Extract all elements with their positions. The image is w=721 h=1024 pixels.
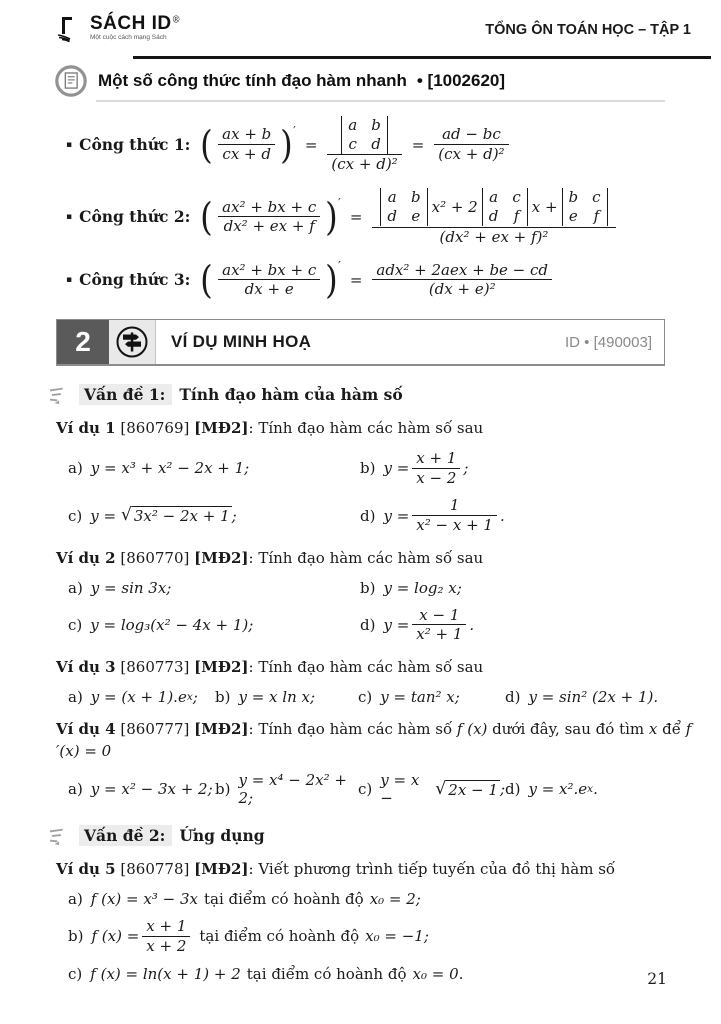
formula-2 bbox=[66, 187, 721, 246]
document-circle-icon bbox=[54, 64, 88, 98]
example2-row2 bbox=[68, 606, 695, 645]
example-desc: : Viết phương trình tiếp tuyến của đồ thị hàm số bbox=[248, 860, 616, 879]
item-d: d) y = sin² (2x + 1). bbox=[505, 687, 659, 706]
example2-row1 bbox=[68, 579, 695, 597]
logo-registered-mark: ® bbox=[171, 15, 181, 26]
example5-item-b: b) f (x) = $\frac{x + 1}{x + 2}$ tại điểm có hoành độ x₀ = −1; bbox=[68, 917, 429, 955]
example1-heading bbox=[56, 418, 695, 440]
item-b: b) y = x⁴ − 2x² + 2; bbox=[215, 771, 347, 808]
topic1-heading bbox=[48, 384, 721, 405]
formula-1-math: ( $\frac{ax + b}{cx + d}$ ) ′ = a b c d (cx + d)² = $\frac{ad - bc}{\text{(cx + d)²}}$ bbox=[198, 116, 511, 173]
determinant: a b c d bbox=[341, 116, 388, 154]
rhs-fraction: $\frac{ad - bc}{\text{(cx + d)²}}$ bbox=[434, 125, 508, 164]
section2-id: ID • [490003] bbox=[565, 333, 652, 351]
example-level: [MĐ2] bbox=[194, 548, 249, 567]
example-title: Ví dụ 4 bbox=[56, 719, 116, 738]
example4-row bbox=[68, 771, 695, 807]
example-title: Ví dụ 2 bbox=[56, 548, 116, 567]
formula-2-math: ( $\frac{\text{ax² + bx + c}}{\text{dx² + ex + f}}$ ) ′ = a b d e x² + 2 a c d f x + b c e f (dx² + ex + f)² bbox=[198, 187, 618, 246]
item-d: d) y = $\frac{1}{\text{x² − x + 1}}$ . bbox=[360, 496, 505, 534]
section1-underline bbox=[96, 100, 665, 102]
rhs-fraction: a b d e x² + 2 a c d f x + b c e f (dx² + ex + f)² bbox=[372, 187, 615, 246]
equals-sign: = bbox=[349, 207, 363, 226]
bullet-icon: ▪ bbox=[66, 211, 73, 222]
item-b: b) y = log₂ x; bbox=[360, 578, 462, 597]
publisher-logo bbox=[56, 14, 181, 44]
example2-heading bbox=[56, 548, 695, 570]
square-root: √ 2x − 1 bbox=[435, 778, 498, 799]
example-level: [MĐ2] bbox=[194, 860, 249, 879]
item-c: c) y = x − √ 2x − 1 ; bbox=[358, 771, 505, 808]
logo-text: SÁCH ID bbox=[90, 13, 172, 34]
example1-row1 bbox=[68, 449, 695, 488]
lhs-fraction: $\frac{\text{ax² + bx + c}}{\text{dx² + ex + f}}$ bbox=[218, 198, 320, 237]
item-a: a) y = (x + 1).e x ; bbox=[68, 687, 198, 706]
example5-heading bbox=[56, 859, 695, 881]
section2-banner bbox=[56, 319, 665, 366]
example3-heading bbox=[56, 657, 695, 679]
prime-mark: ′ bbox=[338, 258, 341, 273]
formula-1 bbox=[66, 116, 721, 173]
example-desc: : Tính đạo hàm các hàm số sau bbox=[248, 419, 484, 437]
example5-item-a: a) f (x) = x³ − 3x tại điểm có hoành độ x₀ = 2; bbox=[68, 890, 421, 908]
lhs-fraction: $\frac{\text{ax² + bx + c}}{dx + e}$ bbox=[218, 261, 320, 300]
formula-2-label: Công thức 2: bbox=[79, 207, 191, 227]
book-title: TỔNG ÔN TOÁN HỌC – TẬP 1 bbox=[485, 22, 691, 38]
item-a: a) y = x³ + x² − 2x + 1; bbox=[68, 459, 250, 477]
example-level: [MĐ2] bbox=[194, 419, 249, 437]
formula-3-label: Công thức 3: bbox=[79, 270, 191, 290]
item-d: d) y = $\frac{x - 1}{\text{x² + 1}}$ . bbox=[360, 605, 475, 644]
example-title: Ví dụ 3 bbox=[56, 658, 116, 676]
determinant: a c d f bbox=[482, 188, 528, 226]
mid-fraction: a b c d (cx + d)² bbox=[327, 116, 401, 173]
formula-3-math: ( $\frac{\text{ax² + bx + c}}{dx + e}$ ) ′ = $\frac{\text{adx² + 2aex + be − cd}}{\text{(dx + e)²}}$ bbox=[198, 261, 555, 300]
formula-list bbox=[66, 116, 721, 302]
example4-heading: Ví dụ 4 [860777] [MĐ2]: Tính đạo hàm các hàm số f (x) dưới đây, sau đó tìm x để f ′(x) = 0 bbox=[56, 719, 692, 760]
equals-sign: = bbox=[411, 135, 425, 154]
prime-mark: ′ bbox=[338, 195, 341, 210]
book-logo-icon bbox=[56, 14, 86, 44]
section-number: 2 bbox=[57, 320, 109, 364]
topic1-label: Vấn đề 1: bbox=[79, 384, 172, 405]
example-title: Ví dụ 5 bbox=[56, 860, 116, 879]
term: x + bbox=[531, 197, 558, 216]
example-level: [MĐ2] bbox=[194, 719, 249, 738]
example-level: [MĐ2] bbox=[194, 658, 249, 676]
formula-1-label: Công thức 1: bbox=[79, 135, 191, 155]
item-c: c) y = log₃(x² − 4x + 1); bbox=[68, 615, 254, 634]
example1-row2 bbox=[68, 496, 695, 535]
topic1-title: Tính đạo hàm của hàm số bbox=[179, 385, 403, 404]
bullet-icon: ▪ bbox=[66, 139, 73, 150]
determinant: b c e f bbox=[562, 188, 608, 226]
equals-sign: = bbox=[349, 270, 363, 289]
example-ref: [860778] bbox=[120, 860, 190, 879]
header-rule bbox=[133, 56, 711, 59]
section1-title: Một số công thức tính đạo hàm nhanh bbox=[98, 71, 407, 90]
topic2-title: Ứng dụng bbox=[179, 826, 265, 846]
example-desc: : Tính đạo hàm các hàm số sau bbox=[248, 658, 484, 676]
example-desc: : Tính đạo hàm các hàm số sau bbox=[248, 548, 484, 567]
example-title: Ví dụ 1 bbox=[56, 419, 116, 437]
section1-heading bbox=[54, 64, 693, 98]
pen-marks-icon bbox=[48, 385, 72, 405]
pen-marks-icon bbox=[48, 826, 72, 846]
item-b: b) y = $\frac{x + 1}{x - 2}$ ; bbox=[360, 448, 469, 487]
square-root: √ 3x² − 2x + 1 bbox=[120, 505, 230, 525]
determinant: a b d e bbox=[380, 188, 427, 226]
topic2-heading bbox=[48, 825, 721, 846]
bullet-icon: ▪ bbox=[66, 274, 73, 285]
page-header bbox=[0, 0, 721, 44]
logo-tagline: Một cuộc cách mạng Sách bbox=[90, 34, 167, 41]
term: x² + 2 bbox=[431, 197, 478, 216]
item-a: a) y = x² − 3x + 2; bbox=[68, 780, 213, 799]
example3-row bbox=[68, 688, 695, 706]
item-d: d) y = x².e x . bbox=[505, 780, 598, 799]
item-c: c) y = √ 3x² − 2x + 1 ; bbox=[68, 505, 237, 525]
page-number: 21 bbox=[647, 970, 667, 988]
equals-sign: = bbox=[304, 135, 318, 154]
example-ref: [860769] bbox=[120, 419, 190, 437]
topic2-label: Vấn đề 2: bbox=[79, 825, 172, 846]
example-ref: [860770] bbox=[120, 548, 190, 567]
example-ref: [860773] bbox=[120, 658, 190, 676]
item-b: b) y = x ln x; bbox=[215, 687, 316, 706]
prime-mark: ′ bbox=[293, 123, 296, 138]
item-c: c) y = tan² x; bbox=[358, 687, 460, 706]
formula-3 bbox=[66, 257, 721, 302]
section1-id: • [1002620] bbox=[416, 71, 506, 90]
signpost-icon bbox=[115, 325, 149, 359]
item-a: a) y = sin 3x; bbox=[68, 578, 172, 597]
example-ref: [860777] bbox=[120, 719, 190, 738]
rhs-fraction: $\frac{\text{adx² + 2aex + be − cd}}{\text{(dx + e)²}}$ bbox=[372, 261, 552, 300]
section2-title: VÍ DỤ MINH HOẠ bbox=[171, 332, 312, 351]
lhs-fraction: $\frac{ax + b}{cx + d}$ bbox=[218, 125, 275, 164]
example5-item-c: c) f (x) = ln(x + 1) + 2 tại điểm có hoành độ x₀ = 0. bbox=[68, 964, 464, 983]
